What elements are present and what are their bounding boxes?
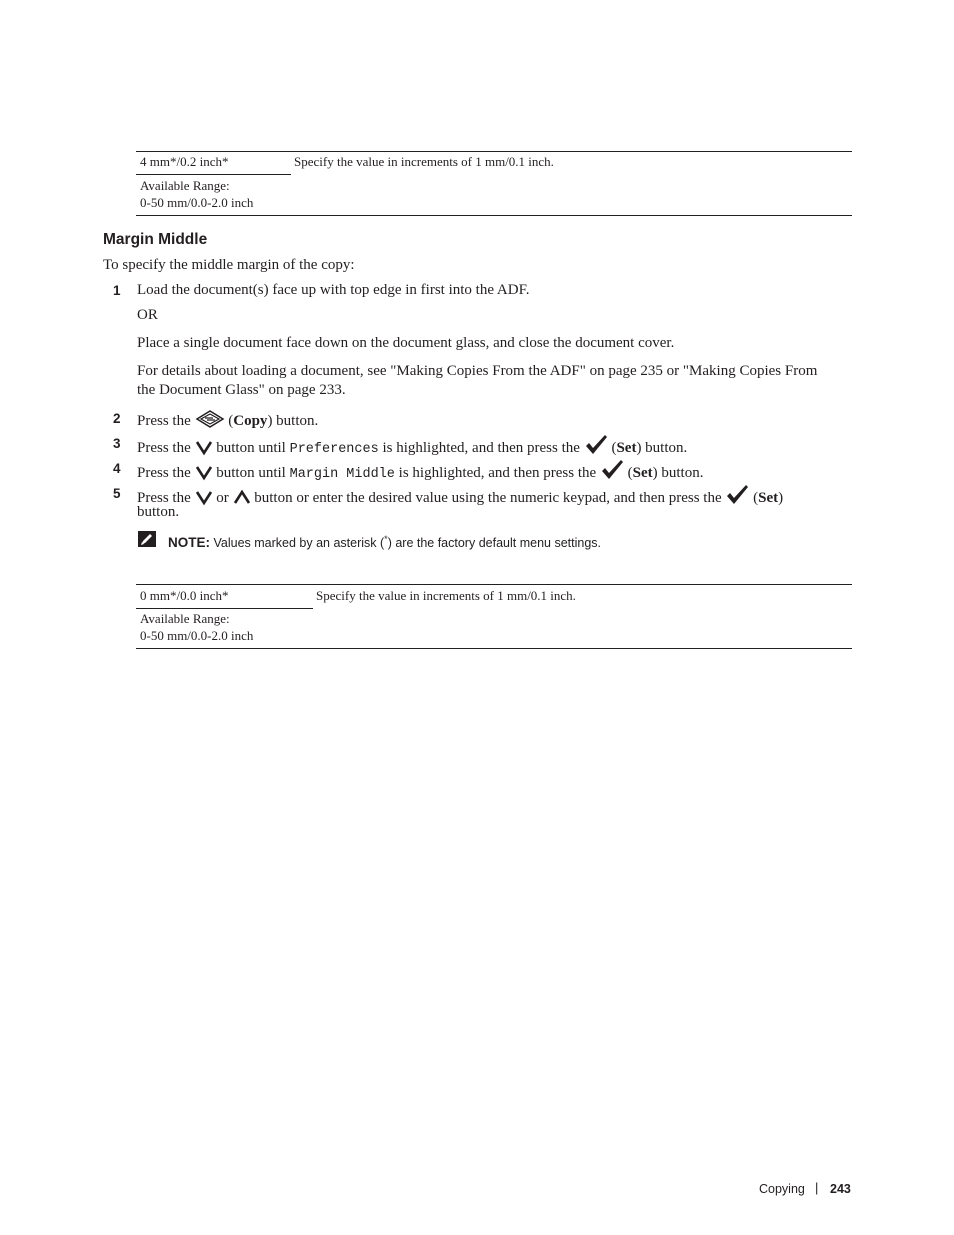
menu-item-margin-middle: Margin Middle xyxy=(289,467,395,482)
step-5-or: or xyxy=(216,490,229,506)
note-pencil-icon xyxy=(137,530,157,548)
footer-separator: | xyxy=(815,1180,819,1195)
step-1-or: OR xyxy=(137,307,158,323)
table1-range-value: 0-50 mm/0.0-2.0 inch xyxy=(140,195,254,210)
step-number: 1 xyxy=(113,283,121,298)
step-4-post: is highlighted, and then press the xyxy=(398,465,597,481)
step-5-text: Press the or button or enter the desired value using the numeric keypad, and then press the (Set) xyxy=(137,484,783,509)
table1-top-rule xyxy=(136,151,852,152)
set-label: Set xyxy=(616,440,637,456)
table2-cell-rule xyxy=(136,608,313,609)
table2-range-value: 0-50 mm/0.0-2.0 inch xyxy=(140,628,254,643)
section-heading: Margin Middle xyxy=(103,231,208,248)
step-5-line2: button. xyxy=(137,504,180,520)
step-1-details-line2: the Document Glass" on page 233. xyxy=(137,382,346,398)
step-2-post: ) button. xyxy=(267,413,319,429)
footer-section: Copying xyxy=(759,1182,805,1196)
step-4-end: ) button. xyxy=(652,465,704,481)
set-checkmark-icon xyxy=(584,434,608,456)
note-body-post: ) are the factory default menu settings. xyxy=(387,536,601,551)
step-3-end: ) button. xyxy=(636,440,688,456)
step-3-post: is highlighted, and then press the xyxy=(382,440,580,456)
step-2-text: Press the (Copy) button. xyxy=(137,409,318,432)
step-4-text: Press the button until Margin Middle is highlighted, and then press the (Set) button. xyxy=(137,459,703,485)
table1-description: Specify the value in increments of 1 mm/0.1 inch. xyxy=(294,154,554,169)
set-label: Set xyxy=(632,465,653,481)
step-3-text: Press the button until Preferences is highlighted, and then press the (Set) button. xyxy=(137,434,687,460)
menu-item-preferences: Preferences xyxy=(289,442,379,457)
table1-cell-rule xyxy=(136,174,291,175)
step-1-alt-text: Place a single document face down on the document glass, and close the document cover. xyxy=(137,335,675,351)
step-3-pre: Press the xyxy=(137,440,191,456)
step-1-details-line1: For details about loading a document, see "Making Copies From the ADF" on page 235 or "Making Copies From xyxy=(137,363,818,379)
table1-default-value: 4 mm*/0.2 inch* xyxy=(140,154,229,169)
step-5-end: ) xyxy=(778,490,784,506)
set-label: Set xyxy=(758,490,779,506)
step-number: 4 xyxy=(113,461,121,476)
set-checkmark-icon xyxy=(600,459,624,481)
step-1-text: Load the document(s) face up with top edge in first into the ADF. xyxy=(137,282,530,298)
step-3-mid: button until xyxy=(216,440,286,456)
step-number: 3 xyxy=(113,436,121,451)
copy-label: Copy xyxy=(233,413,268,429)
note-body-pre: Values marked by an asterisk ( xyxy=(213,536,385,551)
step-4-mid: button until xyxy=(216,465,286,481)
down-arrow-icon xyxy=(195,438,213,456)
step-5-post: button or enter the desired value using the numeric keypad, and then press the xyxy=(254,490,722,506)
table2-bottom-rule xyxy=(136,648,852,649)
note-text xyxy=(168,530,601,552)
step-5-pre: Press the xyxy=(137,490,191,506)
step-2-pre: Press the xyxy=(137,413,191,429)
page-number: 243 xyxy=(830,1182,851,1196)
set-checkmark-icon xyxy=(725,484,749,506)
table2-range-label: Available Range: xyxy=(140,611,230,626)
table2-top-rule xyxy=(136,584,852,585)
section-intro: To specify the middle margin of the copy: xyxy=(103,257,355,273)
step-number: 5 xyxy=(113,486,121,501)
down-arrow-icon xyxy=(195,463,213,481)
down-arrow-icon xyxy=(195,488,213,506)
note-label: NOTE: xyxy=(168,535,210,551)
table2-default-value: 0 mm*/0.0 inch* xyxy=(140,588,229,603)
note-asterisk: * xyxy=(384,534,388,544)
up-arrow-icon xyxy=(233,488,251,506)
copy-icon xyxy=(195,409,225,429)
step-number: 2 xyxy=(113,411,121,426)
table2-description: Specify the value in increments of 1 mm/0.1 inch. xyxy=(316,588,576,603)
table1-range-label: Available Range: xyxy=(140,178,230,193)
table1-bottom-rule xyxy=(136,215,852,216)
step-4-pre: Press the xyxy=(137,465,191,481)
